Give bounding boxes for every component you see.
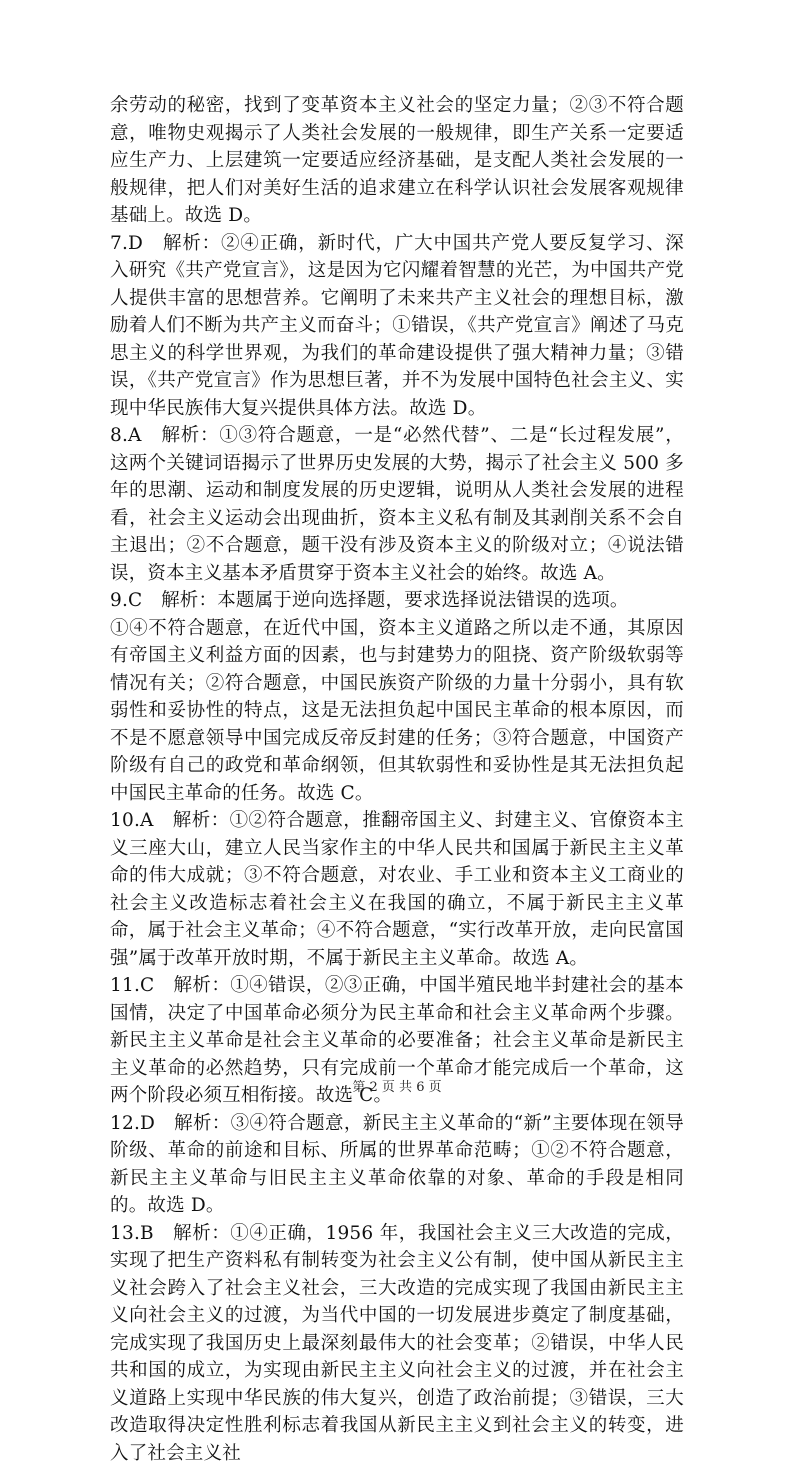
- document-body: [110, 92, 684, 1467]
- paragraph-continuation: 余劳动的秘密，找到了变革资本主义社会的坚定力量；②③不符合题意，唯物史观揭示了人类社会发展的一般规律，即生产关系一定要适应生产力、上层建筑一定要适应经济基础，是支配人类社会发展的一般规律，把人们对美好生活的追求建立在科学认识社会发展客观规律基础上。故选 D。: [110, 92, 684, 230]
- answer-10: 10.A 解析：①②符合题意，推翻帝国主义、封建主义、官僚资本主义三座大山，建立人民当家作主的中华人民共和国属于新民主主义革命的伟大成就；③不符合题意，对农业、手工业和资本主义工商业的社会主义改造标志着社会主义在我国的确立，不属于新民主主义革命，属于社会主义革命；④不符合题意，“实行改革开放，走向民富国强”属于改革开放时期，不属于新民主主义革命。故选 A。: [110, 807, 684, 972]
- answer-9-detail: ①④不符合题意，在近代中国，资本主义道路之所以走不通，其原因有帝国主义利益方面的因素，也与封建势力的阻挠、资产阶级软弱等情况有关；②符合题意，中国民族资产阶级的力量十分弱小，具有软弱性和妥协性的特点，这是无法担负起中国民主革命的根本原因，而不是不愿意领导中国完成反帝反封建的任务；③符合题意，中国资产阶级有自己的政党和革命纲领，但其软弱性和妥协性是其无法担负起中国民主革命的任务。故选 C。: [110, 615, 684, 808]
- page-footer: 第 2 页 共 6 页: [0, 1076, 794, 1095]
- answer-7: 7.D 解析：②④正确，新时代，广大中国共产党人要反复学习、深入研究《共产党宣言》，这是因为它闪耀着智慧的光芒，为中国共产党人提供丰富的思想营养。它阐明了未来共产主义社会的理想目标，激励着人们不断为共产主义而奋斗；①错误，《共产党宣言》阐述了马克思主义的科学世界观，为我们的革命建设提供了强大精神力量；③错误，《共产党宣言》作为思想巨著，并不为发展中国特色社会主义、实现中华民族伟大复兴提供具体方法。故选 D。: [110, 230, 684, 423]
- answer-13: 13.B 解析：①④正确，1956 年，我国社会主义三大改造的完成，实现了把生产资料私有制转变为社会主义公有制，使中国从新民主主义社会跨入了社会主义社会，三大改造的完成实现了我国由新民主主义向社会主义的过渡，为当代中国的一切发展进步奠定了制度基础，完成实现了我国历史上最深刻最伟大的社会变革；②错误，中华人民共和国的成立，为实现由新民主主义向社会主义的过渡，并在社会主义道路上实现中华民族的伟大复兴，创造了政治前提；③错误，三大改造取得决定性胜利标志着我国从新民主主义到社会主义的转变，进入了社会主义社: [110, 1220, 684, 1467]
- answer-8: 8.A 解析：①③符合题意，一是“必然代替”、二是“长过程发展”，这两个关键词语揭示了世界历史发展的大势，揭示了社会主义 500 多年的思潮、运动和制度发展的历史逻辑，说明从人类社会发展的进程看，社会主义运动会出现曲折，资本主义私有制及其剥削关系不会自主退出；②不合题意，题干没有涉及资本主义的阶级对立；④说法错误，资本主义基本矛盾贯穿于资本主义社会的始终。故选 A。: [110, 422, 684, 587]
- answer-9-intro: 9.C 解析：本题属于逆向选择题，要求选择说法错误的选项。: [110, 587, 684, 615]
- answer-12: 12.D 解析：③④符合题意，新民主主义革命的“新”主要体现在领导阶级、革命的前途和目标、所属的世界革命范畴；①②不符合题意，新民主主义革命与旧民主主义革命依靠的对象、革命的手段是相同的。故选 D。: [110, 1110, 684, 1220]
- answer-11: 11.C 解析：①④错误，②③正确，中国半殖民地半封建社会的基本国情，决定了中国革命必须分为民主革命和社会主义革命两个步骤。新民主主义革命是社会主义革命的必要准备；社会主义革命是新民主主义革命的必然趋势，只有完成前一个革命才能完成后一个革命，这两个阶段必须互相衔接。故选 C。: [110, 972, 684, 1110]
